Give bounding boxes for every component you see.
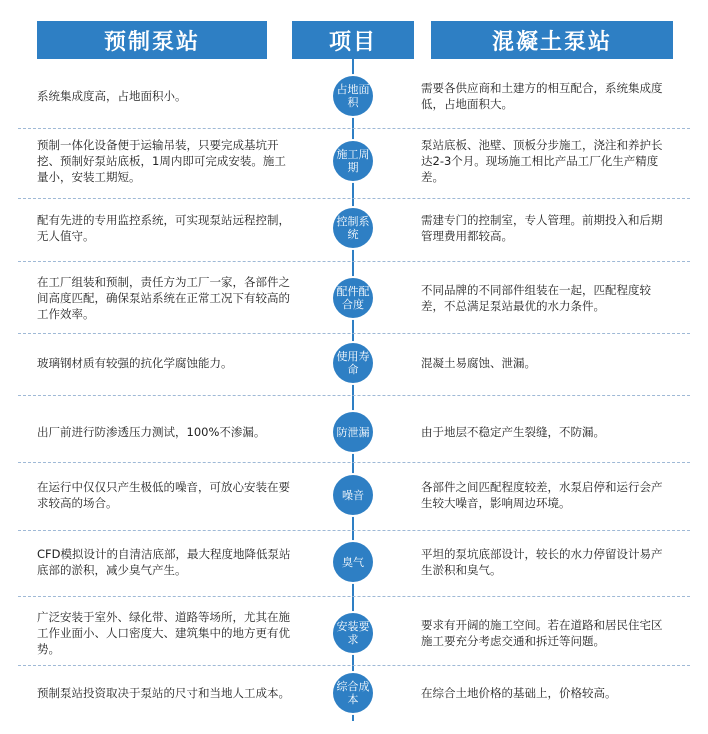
prefab-description-text: CFD模拟设计的自清洁底部，最大程度地降低泵站底部的淤积，减少臭气产生。 bbox=[37, 547, 291, 577]
row-divider bbox=[18, 596, 690, 597]
item-label: 配件配合度 bbox=[336, 285, 370, 311]
item-circle bbox=[333, 613, 373, 653]
prefab-description bbox=[37, 531, 295, 593]
item-circle bbox=[333, 343, 373, 383]
item-circle bbox=[333, 76, 373, 116]
concrete-description-text: 由于地层不稳定产生裂缝，不防漏。 bbox=[421, 425, 605, 439]
prefab-description bbox=[37, 666, 295, 720]
item-label: 占地面积 bbox=[336, 83, 370, 109]
item-label: 综合成本 bbox=[336, 680, 370, 706]
item-circle bbox=[333, 542, 373, 582]
item-circle bbox=[333, 208, 373, 248]
concrete-description-text: 泵站底板、池壁、顶板分步施工，浇注和养护长达2-3个月。现场施工相比产品工厂化生产精度差。 bbox=[421, 138, 663, 184]
prefab-description bbox=[37, 263, 295, 333]
item-circle bbox=[333, 673, 373, 713]
concrete-description bbox=[421, 198, 671, 258]
concrete-description bbox=[421, 666, 671, 720]
item-circle bbox=[333, 412, 373, 452]
concrete-description-text: 不同品牌的不同部件组装在一起，匹配程度较差，不总满足泵站最优的水力条件。 bbox=[421, 283, 651, 313]
prefab-description-text: 玻璃钢材质有较强的抗化学腐蚀能力。 bbox=[37, 356, 233, 370]
prefab-description bbox=[37, 600, 295, 666]
row-divider bbox=[18, 395, 690, 396]
prefab-description-text: 在工厂组装和预制，责任方为工厂一家，各部件之间高度匹配，确保泵站系统在正常工况下有较高的工作效率。 bbox=[37, 275, 290, 321]
prefab-description bbox=[37, 464, 295, 526]
concrete-description bbox=[421, 333, 671, 393]
prefab-description-text: 出厂前进行防渗透压力测试，100%不渗漏。 bbox=[37, 425, 266, 439]
concrete-description bbox=[421, 263, 671, 333]
prefab-description bbox=[37, 401, 295, 463]
prefab-description-text: 广泛安装于室外、绿化带、道路等场所，尤其在施工作业面小、人口密度大、建筑集中的地方更有优势。 bbox=[37, 610, 290, 656]
concrete-description-text: 混凝土易腐蚀、泄漏。 bbox=[421, 356, 536, 370]
concrete-description bbox=[421, 531, 671, 593]
prefab-description bbox=[37, 128, 295, 194]
header-item: 项目 bbox=[292, 21, 414, 59]
concrete-description-text: 要求有开阔的施工空间。若在道路和居民住宅区施工要充分考虑交通和拆迁等问题。 bbox=[421, 618, 663, 648]
concrete-description bbox=[421, 65, 671, 127]
item-label: 控制系统 bbox=[336, 215, 370, 241]
item-label: 施工周期 bbox=[336, 148, 370, 174]
row-divider bbox=[18, 261, 690, 262]
concrete-description-text: 需要各供应商和土建方的相互配合，系统集成度低，占地面积大。 bbox=[421, 81, 663, 111]
item-label: 臭气 bbox=[342, 555, 364, 569]
prefab-description-text: 在运行中仅仅只产生极低的噪音，可放心安装在要求较高的场合。 bbox=[37, 480, 290, 510]
concrete-description bbox=[421, 128, 671, 194]
prefab-description-text: 系统集成度高，占地面积小。 bbox=[37, 89, 187, 103]
prefab-description bbox=[37, 333, 295, 393]
concrete-description bbox=[421, 464, 671, 526]
prefab-description-text: 预制泵站投资取决于泵站的尺寸和当地人工成本。 bbox=[37, 686, 290, 700]
item-circle bbox=[333, 278, 373, 318]
item-label: 安装要求 bbox=[336, 620, 370, 646]
concrete-description-text: 平坦的泵坑底部设计，较长的水力停留设计易产生淤积和臭气。 bbox=[421, 547, 663, 577]
prefab-description-text: 配有先进的专用监控系统，可实现泵站远程控制，无人值守。 bbox=[37, 213, 290, 243]
concrete-description-text: 在综合土地价格的基础上，价格较高。 bbox=[421, 686, 617, 700]
item-label: 噪音 bbox=[342, 488, 364, 502]
concrete-description bbox=[421, 600, 671, 666]
prefab-description-text: 预制一体化设备便于运输吊装，只要完成基坑开挖、预制好泵站底板，1周内即可完成安装。施工量小，安装工期短。 bbox=[37, 138, 286, 184]
header-prefab-pump-station: 预制泵站 bbox=[37, 21, 267, 59]
prefab-description bbox=[37, 198, 295, 258]
header-concrete-pump-station: 混凝土泵站 bbox=[431, 21, 673, 59]
item-label: 防泄漏 bbox=[336, 425, 370, 439]
item-circle bbox=[333, 141, 373, 181]
item-circle bbox=[333, 475, 373, 515]
concrete-description-text: 各部件之间匹配程度较差，水泵启停和运行会产生较大噪音，影响周边环境。 bbox=[421, 480, 663, 510]
item-label: 使用寿命 bbox=[336, 350, 370, 376]
concrete-description bbox=[421, 401, 671, 463]
concrete-description-text: 需建专门的控制室，专人管理。前期投入和后期管理费用都较高。 bbox=[421, 213, 663, 243]
prefab-description bbox=[37, 65, 295, 127]
